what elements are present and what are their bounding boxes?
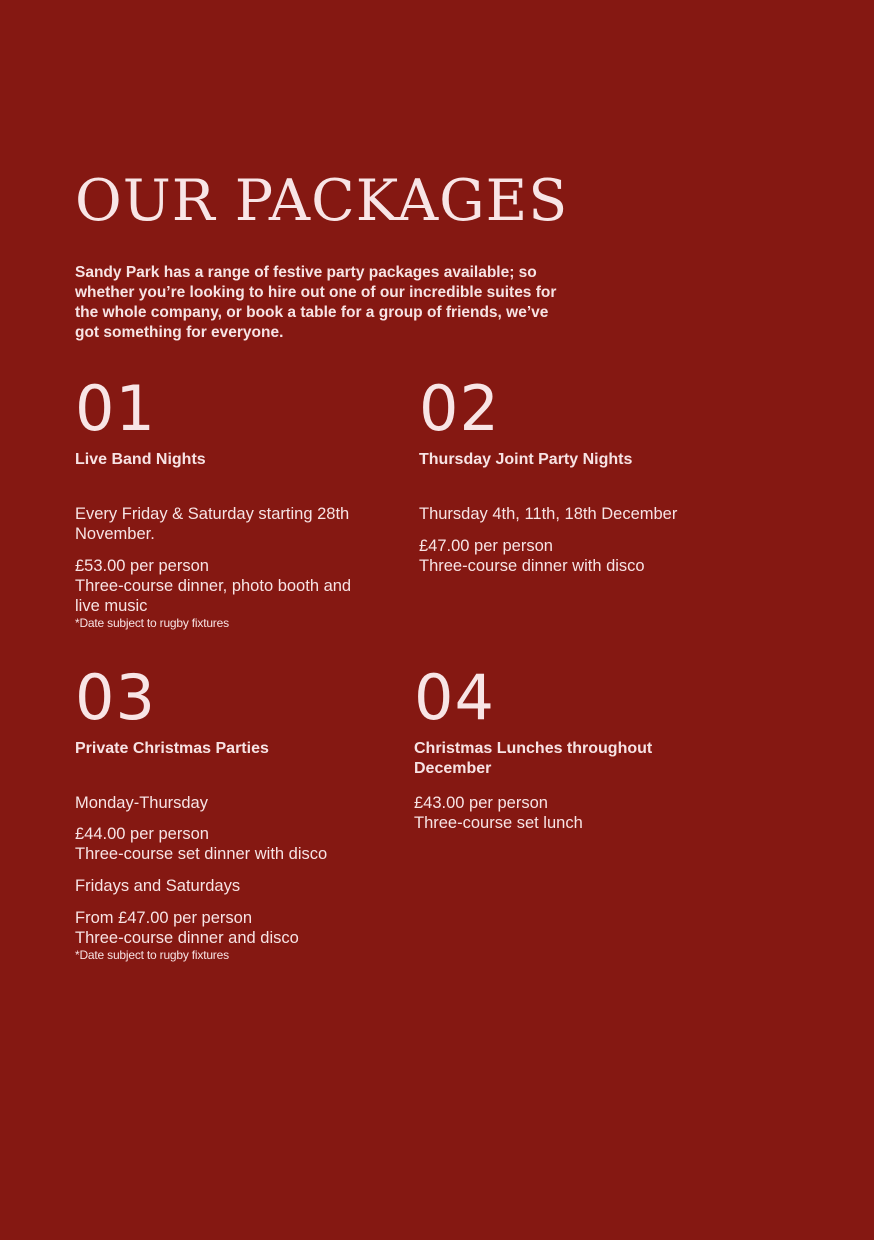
package-name: Christmas Lunches throughout December [414, 740, 653, 777]
package-number: 03 [75, 661, 156, 734]
package-description: Three-course dinner, photo booth and live music [75, 577, 352, 615]
package-name: Live Band Nights [75, 451, 206, 468]
package-name: Thursday Joint Party Nights [419, 451, 633, 468]
package-description-weekend: Three-course dinner and disco [75, 929, 299, 947]
package-note: *Date subject to rugby fixtures [75, 948, 229, 962]
package-schedule-weekend: Fridays and Saturdays [75, 877, 241, 895]
package-number: 01 [75, 372, 156, 445]
package-price: £47.00 per person [419, 537, 553, 555]
package-01 [75, 372, 385, 630]
package-description: Three-course set lunch [414, 814, 583, 832]
package-02 [419, 372, 739, 576]
package-schedule: Every Friday & Saturday starting 28th November. [75, 505, 350, 543]
package-price: £53.00 per person [75, 557, 209, 575]
page-title: OUR PACKAGES [75, 168, 569, 234]
package-03 [75, 661, 395, 962]
package-price: £44.00 per person [75, 825, 209, 843]
package-number: 02 [419, 372, 500, 445]
package-description: Three-course set dinner with disco [75, 845, 328, 863]
package-04 [414, 661, 694, 833]
package-number: 04 [414, 661, 495, 734]
package-description: Three-course dinner with disco [419, 557, 645, 575]
package-schedule: Thursday 4th, 11th, 18th December [419, 505, 678, 523]
package-name: Private Christmas Parties [75, 740, 269, 757]
package-schedule: Monday-Thursday [75, 794, 208, 812]
package-note: *Date subject to rugby fixtures [75, 616, 229, 630]
package-price: £43.00 per person [414, 794, 548, 812]
package-price-weekend: From £47.00 per person [75, 909, 253, 927]
intro-text: Sandy Park has a range of festive party packages available; so whether you’re looking to hire out one of our incredible suites for the whole company, or book a table for a group of friends, we’ve got something for everyone. [75, 264, 557, 341]
